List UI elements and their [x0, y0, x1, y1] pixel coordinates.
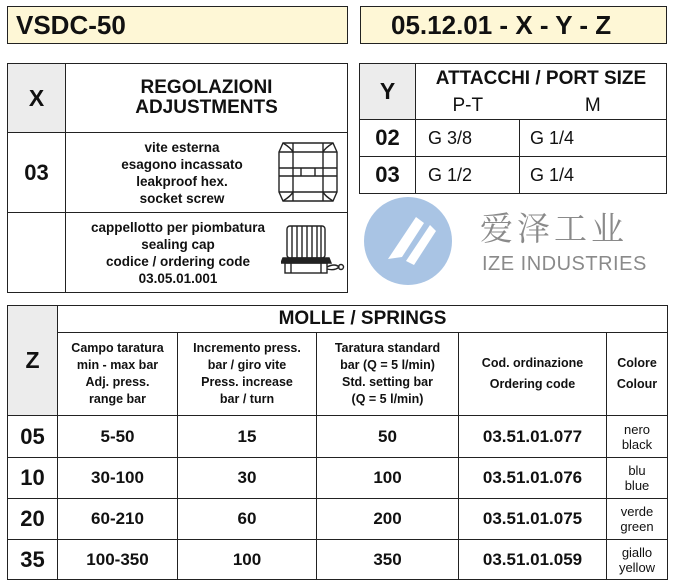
colour-en: yellow: [618, 559, 656, 575]
x-option-line: vite esterna: [144, 139, 220, 155]
x-option-line: socket screw: [139, 190, 225, 206]
col-colour-header: [607, 333, 668, 416]
table-row: [8, 540, 668, 580]
col-m: M: [520, 94, 667, 120]
colour-it: blu: [628, 463, 646, 478]
y-key: Y: [360, 64, 416, 120]
col-increase-header: [178, 333, 317, 416]
header-line: bar / turn: [219, 392, 275, 406]
col-pt: P-T: [416, 94, 520, 120]
adjustments-table: [7, 63, 348, 293]
range-value: 60-210: [58, 499, 178, 540]
x-option-line: leakproof hex.: [136, 173, 228, 189]
range-value: 5-50: [58, 416, 178, 458]
colour-value: [607, 540, 668, 580]
x-key: X: [8, 64, 66, 133]
colour-it: verde: [620, 504, 654, 519]
model-name: VSDC-50: [16, 9, 126, 40]
x-option-line: 03.05.01.001: [138, 270, 218, 286]
model-header: [7, 6, 348, 44]
watermark-cn: 爱泽工业: [480, 209, 628, 248]
port-m-value: G 1/4: [520, 120, 667, 157]
increase-value: 60: [178, 499, 317, 540]
z-code: 20: [8, 499, 58, 540]
header-line: Taratura standard: [334, 341, 441, 355]
order-code-value: 03.51.01.077: [459, 416, 607, 458]
header-line: Incremento press.: [193, 341, 301, 355]
header-line: Std. setting bar: [342, 375, 433, 389]
port-size-title: ATTACCHI / PORT SIZE: [416, 64, 667, 94]
col-standard-header: [317, 333, 459, 416]
header-line: range bar: [89, 392, 146, 406]
colour-en: green: [620, 519, 654, 534]
sealing-cap-icon: [281, 223, 345, 281]
table-row: [8, 416, 668, 458]
table-row: [8, 499, 668, 540]
ize-industries-watermark: [362, 195, 667, 287]
col-order-header: [459, 333, 607, 416]
x-code-empty: [8, 213, 66, 293]
adjustments-title-it: REGOLAZIONI: [140, 77, 273, 98]
colour-it: nero: [623, 421, 651, 437]
z-code: 05: [8, 416, 58, 458]
header-line: min - max bar: [76, 358, 159, 372]
header-line: Cod. ordinazione: [481, 356, 584, 370]
port-size-table: [359, 63, 667, 194]
springs-table: [7, 305, 668, 580]
adjustments-title: [66, 64, 348, 133]
header-line: Campo taratura: [71, 341, 164, 355]
y-code-02: 02: [360, 120, 416, 157]
springs-title: MOLLE / SPRINGS: [58, 306, 668, 333]
header-line: Adj. press.: [85, 375, 150, 389]
header-line: Press. increase: [201, 375, 293, 389]
standard-value: 200: [317, 499, 459, 540]
colour-en: blue: [624, 478, 650, 493]
z-code: 35: [8, 540, 58, 580]
colour-value: [607, 458, 668, 499]
header-line: Colore: [617, 356, 657, 370]
increase-value: 15: [178, 416, 317, 458]
ize-logo-icon: [362, 195, 454, 287]
order-code-value: 03.51.01.059: [459, 540, 607, 580]
colour-value: [607, 416, 668, 458]
standard-value: 350: [317, 540, 459, 580]
x-option-line: esagono incassato: [121, 156, 243, 172]
header-line: bar (Q = 5 l/min): [340, 358, 435, 372]
x-option-line: codice / ordering code: [105, 253, 251, 269]
adjustments-title-en: ADJUSTMENTS: [135, 97, 278, 118]
x-code-03: 03: [8, 133, 66, 213]
port-pt-value: G 3/8: [416, 120, 520, 157]
table-row: [8, 458, 668, 499]
order-code: 05.12.01 - X - Y - Z: [391, 9, 612, 40]
x-option-text: [66, 139, 286, 207]
hex-socket-screw-icon: [277, 140, 339, 204]
port-m-value: G 1/4: [520, 157, 667, 194]
range-value: 100-350: [58, 540, 178, 580]
order-code-value: 03.51.01.076: [459, 458, 607, 499]
header-line: Ordering code: [489, 377, 576, 391]
x-option-line: cappellotto per piombatura: [90, 219, 266, 235]
x-option-line: sealing cap: [141, 236, 215, 252]
x-option-row: [66, 133, 348, 213]
port-pt-value: G 1/2: [416, 157, 520, 194]
header-line: bar / giro vite: [207, 358, 287, 372]
z-key: Z: [8, 306, 58, 416]
colour-value: [607, 499, 668, 540]
watermark-en: IZE INDUSTRIES: [482, 253, 647, 275]
increase-value: 30: [178, 458, 317, 499]
x-option-row: [66, 213, 348, 293]
z-code: 10: [8, 458, 58, 499]
y-code-03: 03: [360, 157, 416, 194]
order-code-header: [360, 6, 667, 44]
range-value: 30-100: [58, 458, 178, 499]
colour-it: giallo: [621, 544, 653, 560]
col-range-header: [58, 333, 178, 416]
standard-value: 50: [317, 416, 459, 458]
increase-value: 100: [178, 540, 317, 580]
standard-value: 100: [317, 458, 459, 499]
x-option-text: [66, 219, 286, 287]
header-line: Colour: [616, 377, 658, 391]
order-code-value: 03.51.01.075: [459, 499, 607, 540]
header-line: (Q = 5 l/min): [351, 392, 424, 406]
colour-en: black: [621, 436, 653, 452]
